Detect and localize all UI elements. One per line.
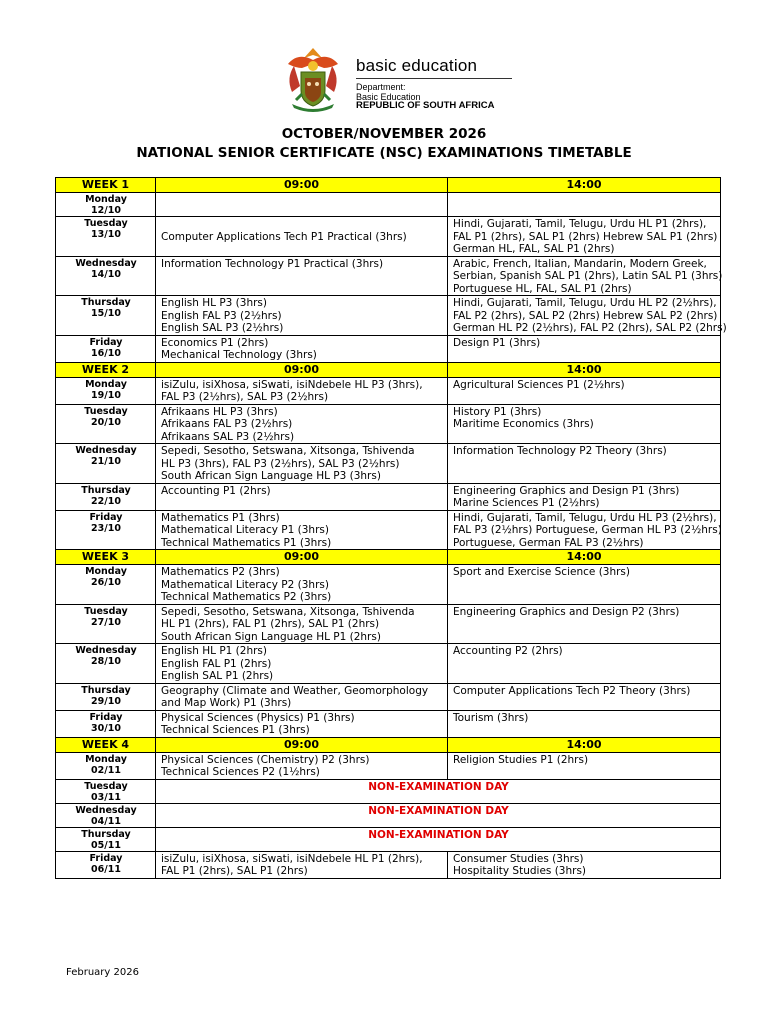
day-name: Wednesday [75, 445, 137, 456]
day-date: 28/10 [91, 656, 121, 667]
exam-line: FAL P1 (2hrs), SAL P1 (2hrs) Hebrew SAL P1 (2hrs) [453, 230, 718, 243]
brand-department: Department: [356, 82, 406, 92]
day-name: Tuesday [84, 605, 128, 617]
exam-line: Information Technology P2 Theory (3hrs) [453, 445, 667, 457]
day-cell [56, 644, 156, 684]
exam-line: South African Sign Language HL P3 (3hrs) [161, 470, 381, 482]
day-row [56, 483, 721, 510]
exam-line: HL P1 (2hrs), FAL P1 (2hrs), SAL P1 (2hrs) [161, 618, 380, 630]
session-am-cell [156, 752, 448, 779]
session-pm-cell [448, 851, 721, 878]
exam-line: HL P3 (3hrs), FAL P3 (2½hrs), SAL P3 (2½hrs) [161, 457, 400, 470]
session-am-cell [156, 256, 448, 296]
session-am-label: 09:00 [156, 178, 448, 193]
session-pm-cell [448, 404, 721, 444]
exam-line: Mathematics P2 (3hrs) [161, 566, 280, 578]
exam-line: Information Technology P1 Practical (3hrs) [161, 257, 384, 270]
exam-line: Technical Sciences P1 (3hrs) [161, 724, 310, 736]
day-name: Thursday [81, 484, 131, 496]
day-date: 03/11 [91, 791, 121, 803]
brand-country: REPUBLIC OF SOUTH AFRICA [356, 100, 495, 111]
week-label: WEEK 4 [56, 737, 156, 752]
day-name: Tuesday [84, 405, 128, 417]
department-header [278, 42, 518, 114]
week-label: WEEK 2 [56, 362, 156, 377]
exam-line: South African Sign Language HL P1 (2hrs) [161, 630, 381, 643]
day-row [56, 404, 721, 444]
exam-line: Technical Mathematics P1 (3hrs) [161, 536, 332, 549]
day-name: Friday [89, 511, 123, 523]
week-header-row [56, 737, 721, 752]
exam-line: English FAL P1 (2hrs) [161, 657, 272, 670]
exam-line: Afrikaans FAL P3 (2½hrs) [161, 418, 293, 430]
day-date: 21/10 [91, 456, 121, 467]
week-label: WEEK 1 [56, 178, 156, 193]
exam-line: Sepedi, Sesotho, Setswana, Xitsonga, Tshivenda [161, 605, 415, 618]
exam-line: Hospitality Studies (3hrs) [453, 865, 587, 877]
exam-line: Mathematics P1 (3hrs) [161, 511, 280, 524]
exam-line: Physical Sciences (Chemistry) P2 (3hrs) [161, 753, 370, 766]
exam-line: FAL P1 (2hrs), SAL P1 (2hrs) [161, 865, 308, 877]
exam-line: Agricultural Sciences P1 (2½hrs) [453, 378, 625, 391]
session-pm-cell [448, 604, 721, 644]
session-pm-cell [448, 296, 727, 336]
exam-line: German HL P2 (2½hrs), FAL P2 (2hrs), SAL P2 (2hrs) [453, 322, 727, 334]
exam-line: Computer Applications Tech P1 Practical (3hrs) [161, 230, 407, 243]
exam-line: Afrikaans SAL P3 (2½hrs) [161, 430, 295, 443]
session-am-label: 09:00 [156, 550, 448, 565]
day-name: Wednesday [75, 804, 137, 816]
session-pm-cell [448, 193, 721, 217]
day-name: Wednesday [75, 257, 137, 269]
day-name: Tuesday [84, 218, 128, 229]
exam-line: Technical Mathematics P2 (3hrs) [161, 591, 332, 603]
exam-line: Tourism (3hrs) [453, 711, 529, 724]
day-row [56, 296, 721, 336]
exam-line: Mathematical Literacy P1 (3hrs) [161, 524, 329, 536]
exam-line: Engineering Graphics and Design P2 (3hrs) [453, 605, 680, 618]
session-am-cell [156, 710, 448, 737]
day-row [56, 565, 721, 605]
day-cell [56, 296, 156, 336]
day-row [56, 683, 721, 710]
document-title: NATIONAL SENIOR CERTIFICATE (NSC) EXAMINATIONS TIMETABLE [136, 145, 632, 161]
exam-line: Consumer Studies (3hrs) [453, 852, 584, 865]
session-am-cell [156, 565, 448, 605]
brand-department-name: Basic Education [356, 92, 421, 102]
day-row [56, 217, 721, 257]
session-am-cell [156, 604, 448, 644]
session-pm-label: 14:00 [448, 737, 721, 752]
day-cell [56, 256, 156, 296]
non-exam-day: NON-EXAMINATION DAY [156, 803, 721, 827]
day-row [56, 644, 721, 684]
week-header-row [56, 362, 721, 377]
session-pm-cell [448, 444, 721, 484]
session-am-cell [156, 444, 448, 484]
session-pm-cell [448, 644, 721, 684]
day-date: 06/11 [91, 863, 121, 875]
day-date: 27/10 [91, 616, 121, 628]
exam-line: Sport and Exercise Science (3hrs) [453, 566, 631, 578]
footer-date: February 2026 [66, 967, 139, 978]
day-row [56, 377, 721, 404]
session-pm-label: 14:00 [448, 550, 721, 565]
day-name: Thursday [81, 828, 131, 840]
day-cell [56, 444, 156, 484]
day-name: Friday [89, 852, 123, 864]
session-pm-cell [448, 377, 721, 404]
session-pm-label: 14:00 [448, 362, 721, 377]
exam-line: Serbian, Spanish SAL P1 (2hrs), Latin SAL P1 (3hrs) [453, 270, 723, 282]
day-cell [56, 752, 156, 779]
exam-line: Design P1 (3hrs) [453, 336, 541, 349]
exam-line: Portuguese HL, FAL, SAL P1 (2hrs) [453, 282, 632, 295]
exam-line: Mechanical Technology (3hrs) [161, 349, 317, 361]
exam-line: FAL P3 (2½hrs) Portuguese, German HL P3 (2½hrs) [453, 524, 722, 536]
day-date: 20/10 [91, 416, 121, 428]
day-name: Monday [85, 566, 127, 577]
exam-line: Afrikaans HL P3 (3hrs) [161, 405, 278, 418]
exam-line: Accounting P2 (2hrs) [453, 645, 563, 657]
exam-line: German HL, FAL, SAL P1 (2hrs) [453, 243, 615, 255]
exam-line: Engineering Graphics and Design P1 (3hrs) [453, 484, 680, 497]
exam-line: English SAL P3 (2½hrs) [161, 322, 284, 334]
day-name: Friday [89, 711, 123, 723]
exam-line: Religion Studies P1 (2hrs) [453, 753, 589, 766]
exam-line: isiZulu, isiXhosa, siSwati, isiNdebele HL P1 (2hrs), [161, 852, 423, 865]
day-cell [56, 710, 156, 737]
day-date: 16/10 [91, 347, 121, 359]
day-date: 02/11 [91, 764, 121, 776]
exam-line: isiZulu, isiXhosa, siSwati, isiNdebele HL P3 (3hrs), [161, 378, 423, 391]
non-exam-day: NON-EXAMINATION DAY [156, 779, 721, 803]
exam-line: Hindi, Gujarati, Tamil, Telugu, Urdu HL P1 (2hrs), [453, 218, 707, 230]
exam-line: Sepedi, Sesotho, Setswana, Xitsonga, Tshivenda [161, 445, 415, 457]
day-name: Tuesday [84, 780, 128, 792]
exam-line [161, 218, 443, 231]
exam-line: Accounting P1 (2hrs) [161, 484, 271, 497]
day-row [56, 851, 721, 878]
session-am-label: 09:00 [156, 362, 448, 377]
exam-line: English HL P1 (2hrs) [161, 645, 267, 657]
exam-line: History P1 (3hrs) [453, 405, 542, 418]
exam-line: Hindi, Gujarati, Tamil, Telugu, Urdu HL P3 (2½hrs), [453, 511, 717, 524]
session-am-cell [156, 683, 448, 710]
session-am-cell [156, 644, 448, 684]
exam-line: Economics P1 (2hrs) [161, 336, 269, 349]
day-row [56, 827, 721, 851]
exam-line: and Map Work) P1 (3hrs) [161, 697, 292, 709]
day-cell [56, 803, 156, 827]
day-row [56, 710, 721, 737]
session-am-cell [156, 404, 448, 444]
exam-line: English SAL P1 (2hrs) [161, 670, 274, 682]
coat-of-arms-icon [278, 42, 348, 114]
session-pm-label: 14:00 [448, 178, 721, 193]
day-row [56, 604, 721, 644]
day-name: Monday [85, 378, 127, 390]
session-pm-cell [448, 217, 721, 257]
day-cell [56, 217, 156, 257]
exam-line: Technical Sciences P2 (1½hrs) [161, 766, 320, 778]
day-date: 30/10 [91, 722, 121, 734]
day-row [56, 193, 721, 217]
day-name: Monday [85, 194, 127, 205]
day-row [56, 510, 721, 550]
exam-line: Portuguese, German FAL P3 (2½hrs) [453, 536, 644, 549]
session-pm-cell [448, 710, 721, 737]
day-date: 22/10 [91, 495, 121, 507]
session-am-cell [156, 217, 448, 257]
session-am-cell [156, 296, 448, 336]
day-date: 13/10 [91, 229, 121, 240]
day-cell [56, 565, 156, 605]
session-am-cell [156, 510, 448, 550]
day-name: Thursday [81, 297, 131, 308]
day-row [56, 335, 721, 362]
day-row [56, 256, 721, 296]
brand-divider [356, 78, 512, 79]
session-am-cell [156, 335, 448, 362]
day-name: Wednesday [75, 645, 137, 656]
day-row [56, 752, 721, 779]
exam-line: Geography (Climate and Weather, Geomorphology [161, 684, 429, 697]
day-name: Thursday [81, 684, 131, 696]
day-date: 26/10 [91, 577, 121, 588]
week-label: WEEK 3 [56, 550, 156, 565]
timetable [55, 177, 727, 879]
session-pm-cell [448, 683, 721, 710]
day-cell [56, 377, 156, 404]
session-am-label: 09:00 [156, 737, 448, 752]
session-am-cell [156, 193, 448, 217]
day-date: 12/10 [91, 205, 121, 216]
day-date: 15/10 [91, 308, 121, 319]
exam-line: FAL P2 (2hrs), SAL P2 (2hrs) Hebrew SAL P2 (2hrs) [453, 309, 718, 322]
day-date: 05/11 [91, 839, 121, 851]
session-pm-cell [448, 256, 721, 296]
session-am-cell [156, 483, 448, 510]
session-pm-cell [448, 483, 721, 510]
day-cell [56, 193, 156, 217]
document-title-date: OCTOBER/NOVEMBER 2026 [281, 126, 487, 142]
day-date: 14/10 [91, 268, 121, 280]
day-row [56, 444, 721, 484]
day-cell [56, 827, 156, 851]
day-cell [56, 483, 156, 510]
exam-line: Marine Sciences P1 (2½hrs) [453, 497, 600, 509]
day-cell [56, 404, 156, 444]
day-row [56, 803, 721, 827]
session-pm-cell [448, 565, 721, 605]
day-name: Monday [85, 753, 127, 765]
session-am-cell [156, 377, 448, 404]
exam-line: Arabic, French, Italian, Mandarin, Modern Greek, [453, 257, 707, 270]
session-pm-cell [448, 752, 721, 779]
non-exam-day: NON-EXAMINATION DAY [156, 827, 721, 851]
brand-title: basic education [356, 56, 478, 75]
exam-line: Hindi, Gujarati, Tamil, Telugu, Urdu HL P2 (2½hrs), [453, 297, 717, 309]
week-header-row [56, 550, 721, 565]
day-cell [56, 604, 156, 644]
session-pm-cell [448, 510, 721, 550]
exam-line: Mathematical Literacy P2 (3hrs) [161, 578, 329, 591]
exam-line: Physical Sciences (Physics) P1 (3hrs) [161, 711, 355, 724]
exam-line: Computer Applications Tech P2 Theory (3hrs) [453, 684, 691, 697]
day-date: 23/10 [91, 522, 121, 534]
day-date: 04/11 [91, 815, 121, 827]
day-date: 29/10 [91, 695, 121, 707]
session-am-cell [156, 851, 448, 878]
day-cell [56, 335, 156, 362]
day-cell [56, 510, 156, 550]
day-name: Friday [89, 336, 123, 348]
week-header-row [56, 178, 721, 193]
day-date: 19/10 [91, 389, 121, 401]
day-cell [56, 851, 156, 878]
day-cell [56, 779, 156, 803]
exam-line: English FAL P3 (2½hrs) [161, 309, 282, 322]
day-row [56, 779, 721, 803]
exam-line: English HL P3 (3hrs) [161, 297, 267, 309]
day-cell [56, 683, 156, 710]
session-pm-cell [448, 335, 721, 362]
exam-line: FAL P3 (2½hrs), SAL P3 (2½hrs) [161, 391, 329, 403]
exam-line: Maritime Economics (3hrs) [453, 418, 594, 430]
